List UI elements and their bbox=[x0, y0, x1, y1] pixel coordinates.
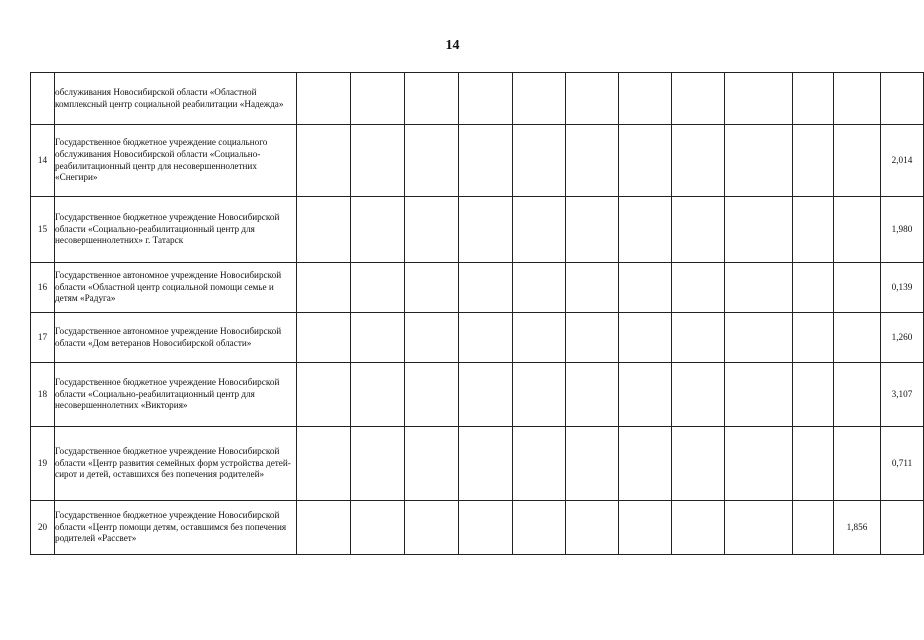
value-cell bbox=[619, 73, 672, 125]
value-cell bbox=[459, 197, 513, 263]
value-cell bbox=[834, 197, 881, 263]
value-cell bbox=[619, 501, 672, 555]
value-cell bbox=[725, 197, 793, 263]
value-cell bbox=[834, 73, 881, 125]
value-cell bbox=[405, 263, 459, 313]
value-cell bbox=[297, 313, 351, 363]
row-number: 20 bbox=[31, 501, 55, 555]
value-cell bbox=[566, 73, 619, 125]
value-cell bbox=[834, 125, 881, 197]
value-cell bbox=[619, 197, 672, 263]
value-cell bbox=[672, 501, 725, 555]
value-cell bbox=[793, 263, 834, 313]
value-cell bbox=[513, 427, 566, 501]
table-row bbox=[31, 73, 924, 125]
value-cell bbox=[297, 363, 351, 427]
table-body bbox=[31, 73, 924, 555]
table-row bbox=[31, 363, 924, 427]
row-number: 17 bbox=[31, 313, 55, 363]
value-cell: 1,260 bbox=[881, 313, 924, 363]
value-cell bbox=[881, 501, 924, 555]
page-number: 14 bbox=[445, 38, 460, 53]
value-cell bbox=[793, 313, 834, 363]
table-row bbox=[31, 125, 924, 197]
value-cell: 1,856 bbox=[834, 501, 881, 555]
value-cell bbox=[513, 73, 566, 125]
value-cell bbox=[297, 73, 351, 125]
value-cell bbox=[405, 197, 459, 263]
value-cell bbox=[619, 263, 672, 313]
value-cell bbox=[459, 125, 513, 197]
value-cell: 3,107 bbox=[881, 363, 924, 427]
value-cell bbox=[881, 73, 924, 125]
value-cell bbox=[834, 263, 881, 313]
institution-name: Государственное бюджетное учреждение Новосибирской области «Социально-реабилитационный центр для несовершеннолетних» г. Татарск bbox=[55, 197, 297, 263]
value-cell bbox=[351, 263, 405, 313]
value-cell bbox=[725, 427, 793, 501]
value-cell bbox=[459, 363, 513, 427]
value-cell bbox=[566, 363, 619, 427]
value-cell bbox=[405, 427, 459, 501]
row-number: 16 bbox=[31, 263, 55, 313]
value-cell bbox=[672, 363, 725, 427]
value-cell bbox=[793, 363, 834, 427]
value-cell bbox=[405, 501, 459, 555]
institution-name: Государственное бюджетное учреждение Новосибирской области «Центр развития семейных форм устройства детей-сирот и детей, оставшихся без попечения родителей» bbox=[55, 427, 297, 501]
value-cell bbox=[619, 313, 672, 363]
value-cell bbox=[459, 313, 513, 363]
value-cell bbox=[834, 363, 881, 427]
value-cell bbox=[793, 197, 834, 263]
institution-name: обслуживания Новосибирской области «Областной комплексный центр социальной реабилитации «Надежда» bbox=[55, 73, 297, 125]
value-cell bbox=[405, 125, 459, 197]
value-cell bbox=[672, 197, 725, 263]
value-cell bbox=[566, 263, 619, 313]
value-cell bbox=[459, 427, 513, 501]
value-cell bbox=[351, 73, 405, 125]
value-cell bbox=[725, 363, 793, 427]
value-cell bbox=[351, 313, 405, 363]
value-cell: 0,711 bbox=[881, 427, 924, 501]
table-row bbox=[31, 197, 924, 263]
value-cell bbox=[793, 125, 834, 197]
value-cell bbox=[672, 427, 725, 501]
value-cell bbox=[513, 197, 566, 263]
row-number bbox=[31, 73, 55, 125]
row-number: 19 bbox=[31, 427, 55, 501]
value-cell bbox=[297, 263, 351, 313]
value-cell bbox=[619, 125, 672, 197]
institution-name: Государственное бюджетное учреждение Новосибирской области «Центр помощи детям, оставшимся без попечения родителей «Рассвет» bbox=[55, 501, 297, 555]
value-cell bbox=[459, 501, 513, 555]
value-cell bbox=[351, 363, 405, 427]
value-cell bbox=[672, 313, 725, 363]
table-row bbox=[31, 263, 924, 313]
value-cell bbox=[566, 197, 619, 263]
value-cell bbox=[725, 263, 793, 313]
value-cell bbox=[297, 197, 351, 263]
table-row bbox=[31, 427, 924, 501]
value-cell bbox=[566, 313, 619, 363]
value-cell bbox=[405, 313, 459, 363]
institution-name: Государственное автономное учреждение Новосибирской области «Дом ветеранов Новосибирской области» bbox=[55, 313, 297, 363]
value-cell bbox=[725, 313, 793, 363]
value-cell bbox=[672, 263, 725, 313]
value-cell bbox=[793, 501, 834, 555]
value-cell bbox=[405, 363, 459, 427]
value-cell: 1,980 bbox=[881, 197, 924, 263]
institution-name: Государственное автономное учреждение Новосибирской области «Областной центр социальной помощи семье и детям «Радуга» bbox=[55, 263, 297, 313]
value-cell bbox=[566, 501, 619, 555]
value-cell bbox=[351, 125, 405, 197]
value-cell bbox=[513, 263, 566, 313]
value-cell bbox=[297, 427, 351, 501]
value-cell bbox=[459, 73, 513, 125]
row-number: 15 bbox=[31, 197, 55, 263]
value-cell bbox=[672, 125, 725, 197]
value-cell bbox=[793, 427, 834, 501]
value-cell bbox=[405, 73, 459, 125]
table-row bbox=[31, 313, 924, 363]
value-cell bbox=[513, 501, 566, 555]
value-cell bbox=[619, 427, 672, 501]
institution-name: Государственное бюджетное учреждение Новосибирской области «Социально-реабилитационный центр для несовершеннолетних «Виктория» bbox=[55, 363, 297, 427]
row-number: 14 bbox=[31, 125, 55, 197]
value-cell bbox=[619, 363, 672, 427]
institution-name: Государственное бюджетное учреждение социального обслуживания Новосибирской области «Социально-реабилитационный центр для несовершеннолетних «Снегири» bbox=[55, 125, 297, 197]
value-cell bbox=[834, 427, 881, 501]
value-cell bbox=[834, 313, 881, 363]
value-cell bbox=[513, 125, 566, 197]
value-cell bbox=[725, 125, 793, 197]
value-cell: 2,014 bbox=[881, 125, 924, 197]
value-cell bbox=[351, 501, 405, 555]
value-cell bbox=[672, 73, 725, 125]
row-number: 18 bbox=[31, 363, 55, 427]
value-cell bbox=[351, 427, 405, 501]
value-cell bbox=[725, 73, 793, 125]
value-cell bbox=[566, 427, 619, 501]
value-cell bbox=[793, 73, 834, 125]
value-cell bbox=[459, 263, 513, 313]
value-cell bbox=[297, 501, 351, 555]
value-cell bbox=[513, 313, 566, 363]
value-cell bbox=[725, 501, 793, 555]
value-cell bbox=[566, 125, 619, 197]
value-cell: 0,139 bbox=[881, 263, 924, 313]
table-row bbox=[31, 501, 924, 555]
budget-allocation-table bbox=[30, 72, 924, 555]
value-cell bbox=[297, 125, 351, 197]
value-cell bbox=[513, 363, 566, 427]
value-cell bbox=[351, 197, 405, 263]
